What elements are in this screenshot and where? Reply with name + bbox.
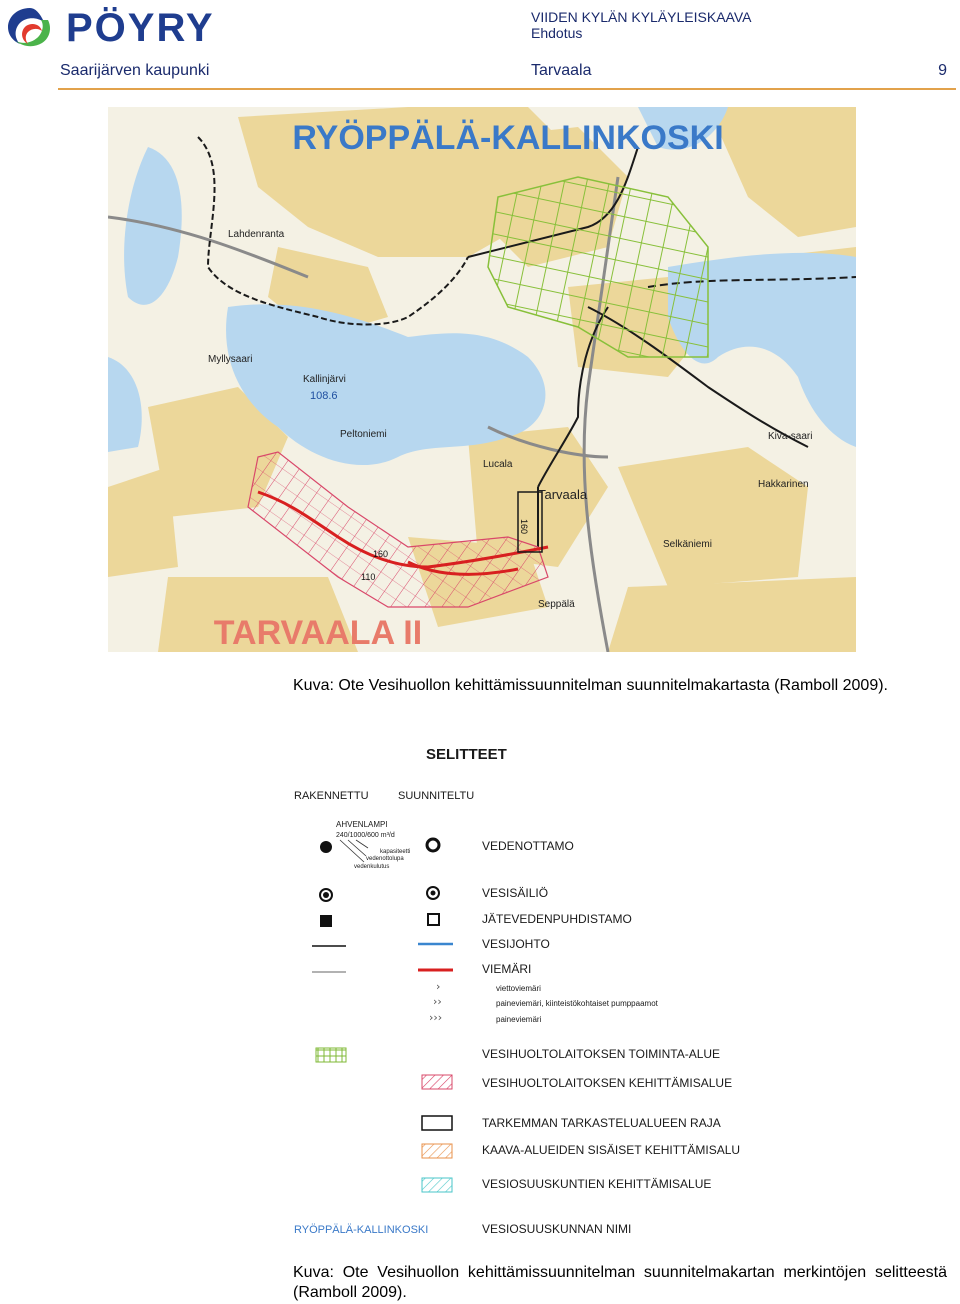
- example-note: vedenottolupa: [366, 856, 404, 862]
- legend-item-label: VESIOSUUSKUNNAN NIMI: [482, 1222, 632, 1236]
- pipe-size-label: 110: [361, 572, 376, 582]
- legend-column-built: RAKENNETTU: [294, 790, 369, 802]
- poyry-logo: [4, 4, 244, 50]
- place-name: Peltoniemi: [340, 429, 387, 440]
- legend-item-label: VEDENOTTAMO: [482, 839, 574, 853]
- place-name: Hakkarinen: [758, 479, 809, 490]
- place-name: Seppälä: [538, 599, 575, 610]
- cooperative-area-swatch: [422, 1178, 452, 1192]
- municipality-label: Saarijärven kaupunki: [60, 62, 210, 79]
- legend-subitem-label: paineviemäri, kiinteistökohtaiset pumppaamot: [496, 999, 658, 1008]
- document-title: VIIDEN KYLÄN KYLÄYLEISKAAVA: [531, 9, 752, 25]
- example-note: vedenkulutus: [354, 864, 390, 870]
- map-legend: [288, 738, 808, 1248]
- pipe-size-label: 160: [519, 519, 529, 535]
- pipe-size-label: 160: [373, 549, 389, 559]
- treatment-planned-symbol: [428, 914, 439, 925]
- water-supply-map: [108, 107, 856, 652]
- place-name: Kallinjärvi: [303, 374, 346, 385]
- header-divider: [58, 88, 956, 90]
- legend-item-label: VESIHUOLTOLAITOKSEN KEHITTÄMISALUE: [482, 1076, 733, 1090]
- lake-elevation: 108.6: [310, 390, 338, 402]
- map-title-bottom: TARVAALA II: [213, 614, 423, 652]
- example-intake-name: AHVENLAMPI: [336, 820, 388, 829]
- area-label: Tarvaala: [531, 62, 592, 79]
- legend-item-label: VESIHUOLTOLAITOKSEN TOIMINTA-ALUE: [482, 1047, 721, 1061]
- legend-item-label: TARKEMMAN TARKASTELUALUEEN RAJA: [482, 1116, 721, 1130]
- example-intake-numbers: 240/1000/600 m³/d: [336, 832, 395, 839]
- legend-item-label: JÄTEVEDENPUHDISTAMO: [482, 912, 632, 926]
- plan-area-swatch: [422, 1144, 452, 1158]
- cooperative-name-example: RYÖPPÄLÄ-KALLINKOSKI: [294, 1224, 429, 1236]
- figure-caption-map: Kuva: Ote Vesihuollon kehittämissuunnitelman suunnitelmakartasta (Ramboll 2009).: [293, 677, 888, 694]
- intake-built-symbol: [320, 841, 332, 853]
- poyry-swirl-icon: [4, 4, 56, 50]
- svg-text:››: ››: [433, 995, 442, 1008]
- legend-item-label: VESISÄILIÖ: [482, 886, 549, 900]
- company-name: PÖYRY: [66, 6, 215, 50]
- document-status: Ehdotus: [531, 25, 583, 41]
- legend-subitem-label: viettoviemäri: [496, 984, 541, 993]
- legend-item-label: KAAVA-ALUEIDEN SISÄISET KEHITTÄMISALU: [482, 1143, 741, 1157]
- place-name: Selkäniemi: [663, 539, 712, 550]
- review-boundary-swatch: [422, 1116, 452, 1130]
- legend-item-label: VESIOSUUSKUNTIEN KEHITTÄMISALUE: [482, 1177, 712, 1191]
- treatment-built-symbol: [320, 915, 332, 927]
- development-area-swatch: [422, 1075, 452, 1089]
- map-title-top: RYÖPPÄLÄ-KALLINKOSKI: [292, 119, 724, 157]
- operation-area-swatch: [316, 1048, 346, 1062]
- legend-column-planned: SUUNNITELTU: [398, 790, 475, 802]
- example-note: kapasiteetti: [380, 849, 411, 855]
- legend-subitem-label: paineviemäri: [496, 1015, 542, 1024]
- place-name: Tarvaala: [538, 487, 588, 502]
- legend-title: SELITTEET: [426, 746, 507, 763]
- place-name: Lucala: [483, 459, 513, 470]
- place-name: Kiva-saari: [768, 431, 813, 442]
- place-name: Myllysaari: [208, 354, 253, 365]
- svg-text:›: ›: [436, 980, 441, 993]
- svg-text:›››: ›››: [429, 1011, 443, 1024]
- legend-item-label: VESIJOHTO: [482, 937, 550, 951]
- legend-item-label: VIEMÄRI: [482, 962, 532, 976]
- intake-planned-symbol: [427, 839, 439, 851]
- page-number: 9: [938, 62, 947, 79]
- place-name: Lahdenranta: [228, 229, 285, 240]
- figure-caption-legend: Kuva: Ote Vesihuollon kehittämissuunnitelman suunnitelmakartan merkintöjen selitteestä (Ramboll 2009).: [293, 1264, 947, 1301]
